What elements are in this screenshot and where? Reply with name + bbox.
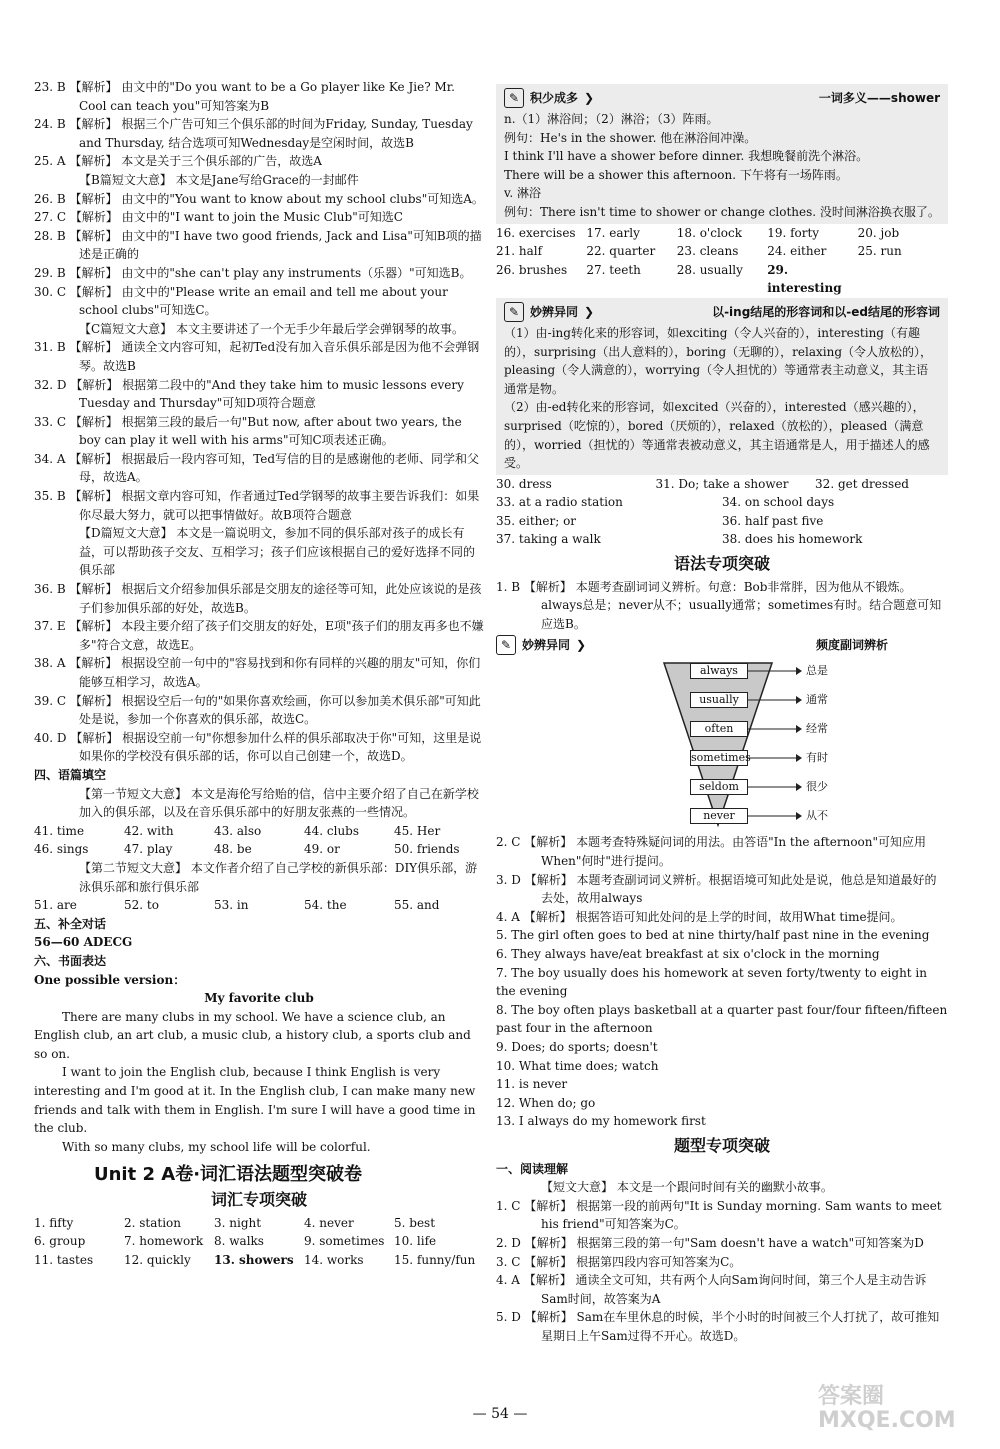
vocab-answer: 1. fifty xyxy=(34,1215,74,1230)
adverb-meaning: 通常 xyxy=(806,693,828,707)
answer-item: 29. B 【解析】 由文中的"she can't play any instruments（乐器）"可知选B。 xyxy=(34,265,472,280)
answer-item: 39. C 【解析】 根据设空后一句的"如果你喜欢绘画，你可以参加美术俱乐部"可知此处是说，参加一个你喜欢的俱乐部，故选C。 xyxy=(34,693,481,727)
answer-item: 11. is never xyxy=(496,1077,568,1092)
answer-item: 8. The boy often plays basketball at a quarter past four/four fifteen/fifteen past four in the afternoon xyxy=(496,1002,948,1036)
tip-line: 例句：He's in the shower. 他在淋浴间冲澡。 xyxy=(504,130,757,145)
tip-label: 妙辨异同 xyxy=(522,638,571,653)
essay-paragraph: I want to join the English club, because I think English is very interesting and I'm good at it. In the English club, I can make many new friends and talk with them in English. I'm sure I will have a good time in the club. xyxy=(34,1065,476,1136)
blank-answer: 49. or xyxy=(304,842,340,857)
chevron-right-icon: ❯ xyxy=(584,90,595,105)
phrase-answer: 33. at a radio station xyxy=(496,495,623,510)
vocab-answer: 13. showers xyxy=(214,1252,294,1267)
answer-item: 1. B 【解析】 本题考查副词词义辨析。句意：Bob非常胖，因为他从不锻炼。always总是；never从不；usually通常；sometimes有时。结合题意可知应选B。 xyxy=(496,579,942,631)
tip-header xyxy=(504,302,940,322)
essay-version-label: One possible version： xyxy=(34,972,186,987)
answer-item: 3. C 【解析】 根据第四段内容可知答案为C。 xyxy=(496,1254,742,1269)
answer-item: 7. The boy usually does his homework at seven forty/twenty to eight in the evening xyxy=(496,965,927,999)
tip-line: v. 淋浴 xyxy=(504,186,541,201)
lightbulb-icon: ✎ xyxy=(496,635,516,655)
vocab-answer: 5. best xyxy=(394,1215,436,1230)
tip-label: 妙辨异同 xyxy=(530,304,579,319)
answer-item: 2. D 【解析】 根据第三段的第一句"Sam doesn't have a watch"可知答案为D xyxy=(496,1235,924,1250)
answer-item: 4. A 【解析】 通读全文可知，共有两个人向Sam询问时间，第三个人是主动告诉Sam时间，故答案为A xyxy=(496,1273,927,1306)
vocab-answer: 7. homework xyxy=(124,1234,204,1249)
reading-answers-left xyxy=(34,78,484,766)
vocab-answers xyxy=(496,224,948,298)
phrase-answer: 35. either; or xyxy=(496,513,577,528)
vocab-answer: 10. life xyxy=(394,1234,437,1249)
passage-summary: 【C篇短文大意】 本文主要讲述了一个无手少年最后学会弹钢琴的故事。 xyxy=(79,321,464,336)
blank-answer: 51. are xyxy=(34,898,77,913)
tip-line: （1）由-ing转化来的形容词，如exciting（令人兴奋的），interesting（有趣的），surprising（出人意料的），boring（无聊的），relaxing（令人放松的），pleasing（令人满意的），worrying（令人担忧的）等通常表主动意义，其主语通常是物。 xyxy=(504,325,933,396)
grammar-section-title: 语法专项突破 xyxy=(673,554,770,574)
tip-line: n.（1）淋浴间；（2）淋浴；（3）阵雨。 xyxy=(504,112,719,126)
phrase-answers xyxy=(496,475,948,494)
adverb-meaning: 经常 xyxy=(806,722,828,736)
watermark: 答案圈 MXQE.COM xyxy=(818,1384,956,1433)
section-title: 五、补全对话 xyxy=(34,916,107,931)
vocab-answer: 20. job xyxy=(857,225,900,240)
lightbulb-icon: ✎ xyxy=(504,88,524,108)
left-column xyxy=(34,78,484,1269)
vocab-answer: 29. interesting xyxy=(767,262,842,296)
answer-item: 2. C 【解析】 本题考查特殊疑问词的用法。由答语"In the afternoon"可知应用When"何时"进行提问。 xyxy=(496,835,927,869)
phrase-answer: 36. half past five xyxy=(722,513,824,528)
adverb-meaning: 从不 xyxy=(806,809,828,823)
passage-summary: 【D篇短文大意】 本文是一篇说明文，参加不同的俱乐部对孩子的成长有益，可以帮助孩子交友、互相学习；孩子们应该根据自己的爱好选择不同的俱乐部 xyxy=(79,526,476,578)
phrase-answers xyxy=(496,493,948,549)
vocab-answer: 18. o'clock xyxy=(676,225,742,240)
phrase-answer: 31. Do; take a shower xyxy=(655,476,789,491)
tip-label: 积少成多 xyxy=(530,90,579,105)
blank-answers xyxy=(34,822,484,859)
vocab-answer: 2. station xyxy=(124,1215,182,1230)
vocab-answer: 26. brushes xyxy=(496,262,568,277)
blank-answer: 42. with xyxy=(124,823,174,838)
vocab-answer: 21. half xyxy=(496,244,543,259)
answer-item: 33. C 【解析】 根据第三段的最后一句"But now, after about two years, the boy can play it well with his arms"可知C项表述正确。 xyxy=(34,414,462,448)
vocab-answer: 23. cleans xyxy=(676,244,739,259)
vocab-answer: 22. quarter xyxy=(586,244,656,259)
vocab-answer: 25. run xyxy=(857,244,902,259)
adverb-box: usually xyxy=(690,692,748,708)
answer-item: 5. The girl often goes to bed at nine thirty/half past nine in the evening xyxy=(496,928,930,943)
adverb-box: often xyxy=(690,721,748,737)
answer-item: 10. What time does; watch xyxy=(496,1058,659,1073)
blank-answer: 41. time xyxy=(34,823,85,838)
vocab-answer: 4. never xyxy=(304,1215,354,1230)
passage-summary: 【短文大意】 本文是一个跟问时间有关的幽默小故事。 xyxy=(541,1180,833,1195)
section-title: 四、语篇填空 xyxy=(34,767,107,782)
adverb-meaning: 很少 xyxy=(806,780,828,794)
answer-item: 13. I always do my homework first xyxy=(496,1114,706,1129)
tip-box-shower xyxy=(496,84,948,224)
page-number: — 54 — xyxy=(472,1406,528,1422)
adverb-box: sometimes xyxy=(691,751,751,765)
vocab-answer: 9. sometimes xyxy=(304,1234,385,1249)
answer-item: 31. B 【解析】 通读全文内容可知，起初Ted没有加入音乐俱乐部是因为他不会弹钢琴。故选B xyxy=(34,340,480,373)
vocab-answer: 19. forty xyxy=(767,225,820,240)
blank-answer: 48. be xyxy=(214,842,252,857)
section-title: 六、书面表达 xyxy=(34,953,107,968)
adverb-meaning: 有时 xyxy=(806,751,828,765)
answer-item: 36. B 【解析】 根据后文介绍参加俱乐部是交朋友的途径等可知，此处应该说的是孩子们参加俱乐部的好处，故选B。 xyxy=(34,582,482,615)
tip-header xyxy=(496,635,948,655)
blank-answer: 45. Her xyxy=(394,823,441,838)
blank-answer: 55. and xyxy=(394,898,440,913)
blank-answer: 54. the xyxy=(304,898,347,913)
blank-answer: 43. also xyxy=(214,823,262,838)
adverb-box: seldom xyxy=(690,779,748,795)
passage-summary: 【B篇短文大意】 本文是Jane写给Grace的一封邮件 xyxy=(79,172,359,187)
answer-item: 6. They always have/eat breakfast at six o'clock in the morning xyxy=(496,947,880,961)
answer-item: 3. D 【解析】 本题考查副词词义辨析。根据语境可知此处是说，他总是知道最好的去处，故用always xyxy=(496,872,937,906)
vocab-answer: 11. tastes xyxy=(34,1252,94,1267)
vocab-answer: 15. funny/fun xyxy=(394,1252,476,1267)
funnel-graphic xyxy=(496,659,948,829)
right-column xyxy=(496,84,948,1345)
tip-title: 一词多义——shower xyxy=(818,90,940,105)
lightbulb-icon: ✎ xyxy=(504,302,524,322)
phrase-answer: 38. does his homework xyxy=(722,532,863,547)
adverb-box: never xyxy=(690,808,748,824)
tip-header xyxy=(504,88,940,108)
passage-summary: 【第二节短文大意】 本文作者介绍了自己学校的新俱乐部：DIY俱乐部，游泳俱乐部和旅行俱乐部 xyxy=(79,860,478,894)
tip-title: 频度副词辨析 xyxy=(815,638,888,653)
phrase-answer: 34. on school days xyxy=(722,495,835,510)
blank-answer: 46. sings xyxy=(34,842,89,857)
vocab-answer: 16. exercises xyxy=(496,225,576,240)
dialogue-answers: 56—60 ADECG xyxy=(34,935,133,950)
passage-summary: 【第一节短文大意】 本文是海伦写给贻的信，信中主要介绍了自己在新学校加入的俱乐部，以及在音乐俱乐部中的好朋友张燕的一些情况。 xyxy=(79,786,479,820)
chevron-right-icon: ❯ xyxy=(576,638,587,653)
essay-title: My favorite club xyxy=(204,991,314,1006)
answer-item: 23. B 【解析】 由文中的"Do you want to be a Go player like Ke Jie? Mr. Cool can teach you"可知答案为B xyxy=(34,80,455,113)
adverb-meaning: 总是 xyxy=(806,664,828,678)
answer-item: 5. D 【解析】 Sam在车里休息的时候，半个小时的时间被三个人打扰了，故可推知星期日上午Sam过得不开心。故选D。 xyxy=(496,1310,940,1343)
essay-paragraph: There are many clubs in my school. We have a science club, an English club, an art club, a music club, a history club, a sports club and so on. xyxy=(34,1009,471,1061)
frequency-adverb-diagram xyxy=(496,659,948,829)
chevron-right-icon: ❯ xyxy=(584,304,595,319)
answer-item: 26. B 【解析】 由文中的"You want to know about my school clubs"可知选A。 xyxy=(34,191,484,206)
answer-item: 37. E 【解析】 本段主要介绍了孩子们交朋友的好处，E项"孩子们的朋友再多也不嫌多"符合文意，故选E。 xyxy=(34,619,484,652)
adverb-box: always xyxy=(690,663,748,679)
answer-item: 24. B 【解析】 根据三个广告可知三个俱乐部的时间为Friday, Sunday, Tuesday and Thursday, 结合选项可知Wednesday是空闲时间，故选B xyxy=(34,117,473,150)
unit-title: Unit 2 A卷·词汇语法题型突破卷 xyxy=(94,1164,363,1186)
answer-item: 9. Does; do sports; doesn't xyxy=(496,1039,658,1054)
phrase-answer: 37. taking a walk xyxy=(496,532,601,547)
essay-paragraph: With so many clubs, my school life will be colorful. xyxy=(62,1139,371,1154)
vocab-answer: 24. either xyxy=(767,244,827,259)
tip-title: 以-ing结尾的形容词和以-ed结尾的形容词 xyxy=(712,304,940,319)
tip-line: There will be a shower this afternoon. 下午将有一场阵雨。 xyxy=(504,167,848,182)
vocab-answer: 28. usually xyxy=(676,262,743,277)
vocab-answer: 3. night xyxy=(214,1215,262,1230)
blank-answer: 53. in xyxy=(214,898,249,913)
blank-answer: 44. clubs xyxy=(304,823,360,838)
vocab-answer: 27. teeth xyxy=(586,262,641,277)
answer-item: 40. D 【解析】 根据设空前一句"你想参加什么样的俱乐部取决于你"可知，这里是说如果你的学校没有俱乐部的话，你可以自己创建一个，故选D。 xyxy=(34,730,482,764)
answer-item: 25. A 【解析】 本文是关于三个俱乐部的广告，故选A xyxy=(34,154,322,169)
answer-item: 12. When do; go xyxy=(496,1095,596,1110)
answer-item: 4. A 【解析】 根据答语可知此处问的是上学的时间，故用What time提问。 xyxy=(496,909,903,924)
blank-answer: 47. play xyxy=(124,842,173,857)
blank-answers xyxy=(34,896,484,915)
vocab-section-title: 词汇专项突破 xyxy=(210,1190,307,1210)
tip-line: I think I'll have a shower before dinner. 我想晚餐前洗个淋浴。 xyxy=(504,149,869,164)
vocab-answer: 14. works xyxy=(304,1252,364,1267)
blank-answer: 52. to xyxy=(124,898,159,913)
tip-line: 例句：There isn't time to shower or change clothes. 没时间淋浴换衣服了。 xyxy=(504,204,940,219)
phrase-answer: 32. get dressed xyxy=(815,476,909,491)
answer-item: 38. A 【解析】 根据设空前一句中的"容易找到和你有同样的兴趣的朋友"可知，你们能够互相学习，故选A。 xyxy=(34,656,481,689)
answer-item: 1. C 【解析】 根据第一段的前两句"It is Sunday morning. Sam wants to meet his friend"可知答案为C。 xyxy=(496,1198,942,1232)
tip-line: （2）由-ed转化来的形容词，如excited（兴奋的），interested（感兴趣的），surprised（吃惊的），bored（厌烦的），relaxed（放松的），pleased（满意的），worried（担忧的）等通常表被动意义，其主语通常是人，用于描述人的感受。 xyxy=(504,400,930,471)
phrase-answer: 30. dress xyxy=(496,476,552,491)
tip-box-adjectives xyxy=(496,298,948,475)
answer-item: 28. B 【解析】 由文中的"I have two good friends, Jack and Lisa"可知B项的描述是正确的 xyxy=(34,228,482,262)
vocab-answers xyxy=(34,1214,484,1270)
answer-item: 34. A 【解析】 根据最后一段内容可知，Ted写信的目的是感谢他的老师、同学和父母，故选A。 xyxy=(34,451,480,485)
answer-item: 27. C 【解析】 由文中的"I want to join the Music Club"可知选C xyxy=(34,210,403,225)
vocab-answer: 8. walks xyxy=(214,1234,264,1249)
vocab-answer: 12. quickly xyxy=(124,1252,191,1267)
answer-item: 35. B 【解析】 根据文章内容可知，作者通过Ted学钢琴的故事主要告诉我们：如果你尽最大努力，就可以把事情做好。故B项符合题意 xyxy=(34,489,480,522)
answer-item: 30. C 【解析】 由文中的"Please write an email and tell me about your school clubs"可知选C。 xyxy=(34,284,448,318)
section-title: 一、阅读理解 xyxy=(496,1161,569,1176)
vocab-answer: 6. group xyxy=(34,1234,86,1249)
type-section-title: 题型专项突破 xyxy=(673,1135,770,1155)
blank-answer: 50. friends xyxy=(394,842,460,857)
vocab-answer: 17. early xyxy=(586,225,640,240)
answer-item: 32. D 【解析】 根据第二段中的"And they take him to music lessons every Tuesday and Thursday"可知D项符合题意 xyxy=(34,377,464,411)
